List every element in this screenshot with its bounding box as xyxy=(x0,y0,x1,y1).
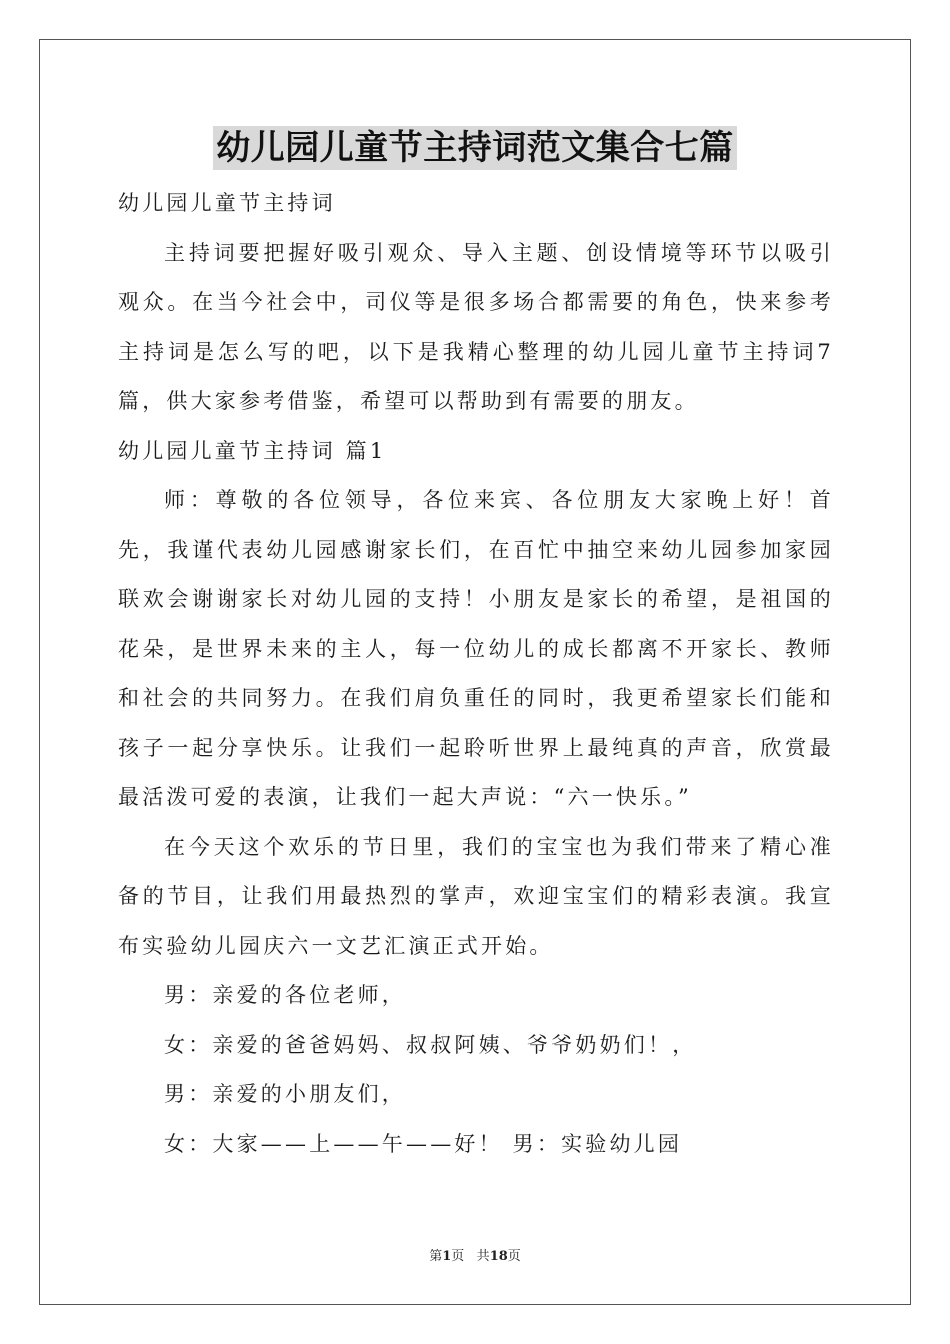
total-suffix: 页 xyxy=(507,1249,521,1264)
intro-paragraph: 主持词要把握好吸引观众、导入主题、创设情境等环节以吸引观众。在当今社会中，司仪等是很多场合都需要的角色，快来参考主持词是怎么写的吧，以下是我精心整理的幼儿园儿童节主持词7篇，供大家参考借鉴，希望可以帮助到有需要的朋友。 xyxy=(118,240,834,413)
dialogue-line: 男：亲爱的各位老师， xyxy=(164,983,406,1007)
body-paragraph: 师：尊敬的各位领导，各位来宾、各位朋友大家晚上好！首先，我谨代表幼儿园感谢家长们，在百忙中抽空来幼儿园参加家园联欢会谢谢家长对幼儿园的支持！小朋友是家长的希望，是祖国的花朵，是世界未来的主人，每一位幼儿的成长都离不开家长、教师和社会的共同努力。在我们肩负重任的同时，我更希望家长们能和孩子一起分享快乐。让我们一起聆听世界上最纯真的声音，欣赏最最活泼可爱的表演，让我们一起大声说：“六一快乐。” xyxy=(118,488,834,809)
document-body xyxy=(118,179,834,1169)
current-page-number: 1 xyxy=(442,1249,452,1264)
dialogue-line: 女：亲爱的爸爸妈妈、叔叔阿姨、爷爷奶奶们！， xyxy=(164,1032,697,1057)
subtitle-paragraph: 幼儿园儿童节主持词 xyxy=(118,191,336,215)
title-container xyxy=(0,126,950,170)
page-prefix: 第 xyxy=(429,1249,443,1264)
dialogue-line: 女：大家——上——午——好！ 男：实验幼儿园 xyxy=(164,1131,683,1156)
section-heading: 幼儿园儿童节主持词 篇1 xyxy=(118,438,387,463)
page-footer xyxy=(0,1247,950,1267)
total-pages-number: 18 xyxy=(489,1249,508,1264)
page-suffix: 页 xyxy=(451,1249,465,1264)
total-prefix: 共 xyxy=(476,1249,490,1264)
dialogue-line: 男：亲爱的小朋友们， xyxy=(164,1082,406,1106)
body-paragraph: 在今天这个欢乐的节日里，我们的宝宝也为我们带来了精心准备的节目，让我们用最热烈的掌声，欢迎宝宝们的精彩表演。我宣布实验幼儿园庆六一文艺汇演正式开始。 xyxy=(118,834,834,958)
document-title: 幼儿园儿童节主持词范文集合七篇 xyxy=(213,126,737,170)
